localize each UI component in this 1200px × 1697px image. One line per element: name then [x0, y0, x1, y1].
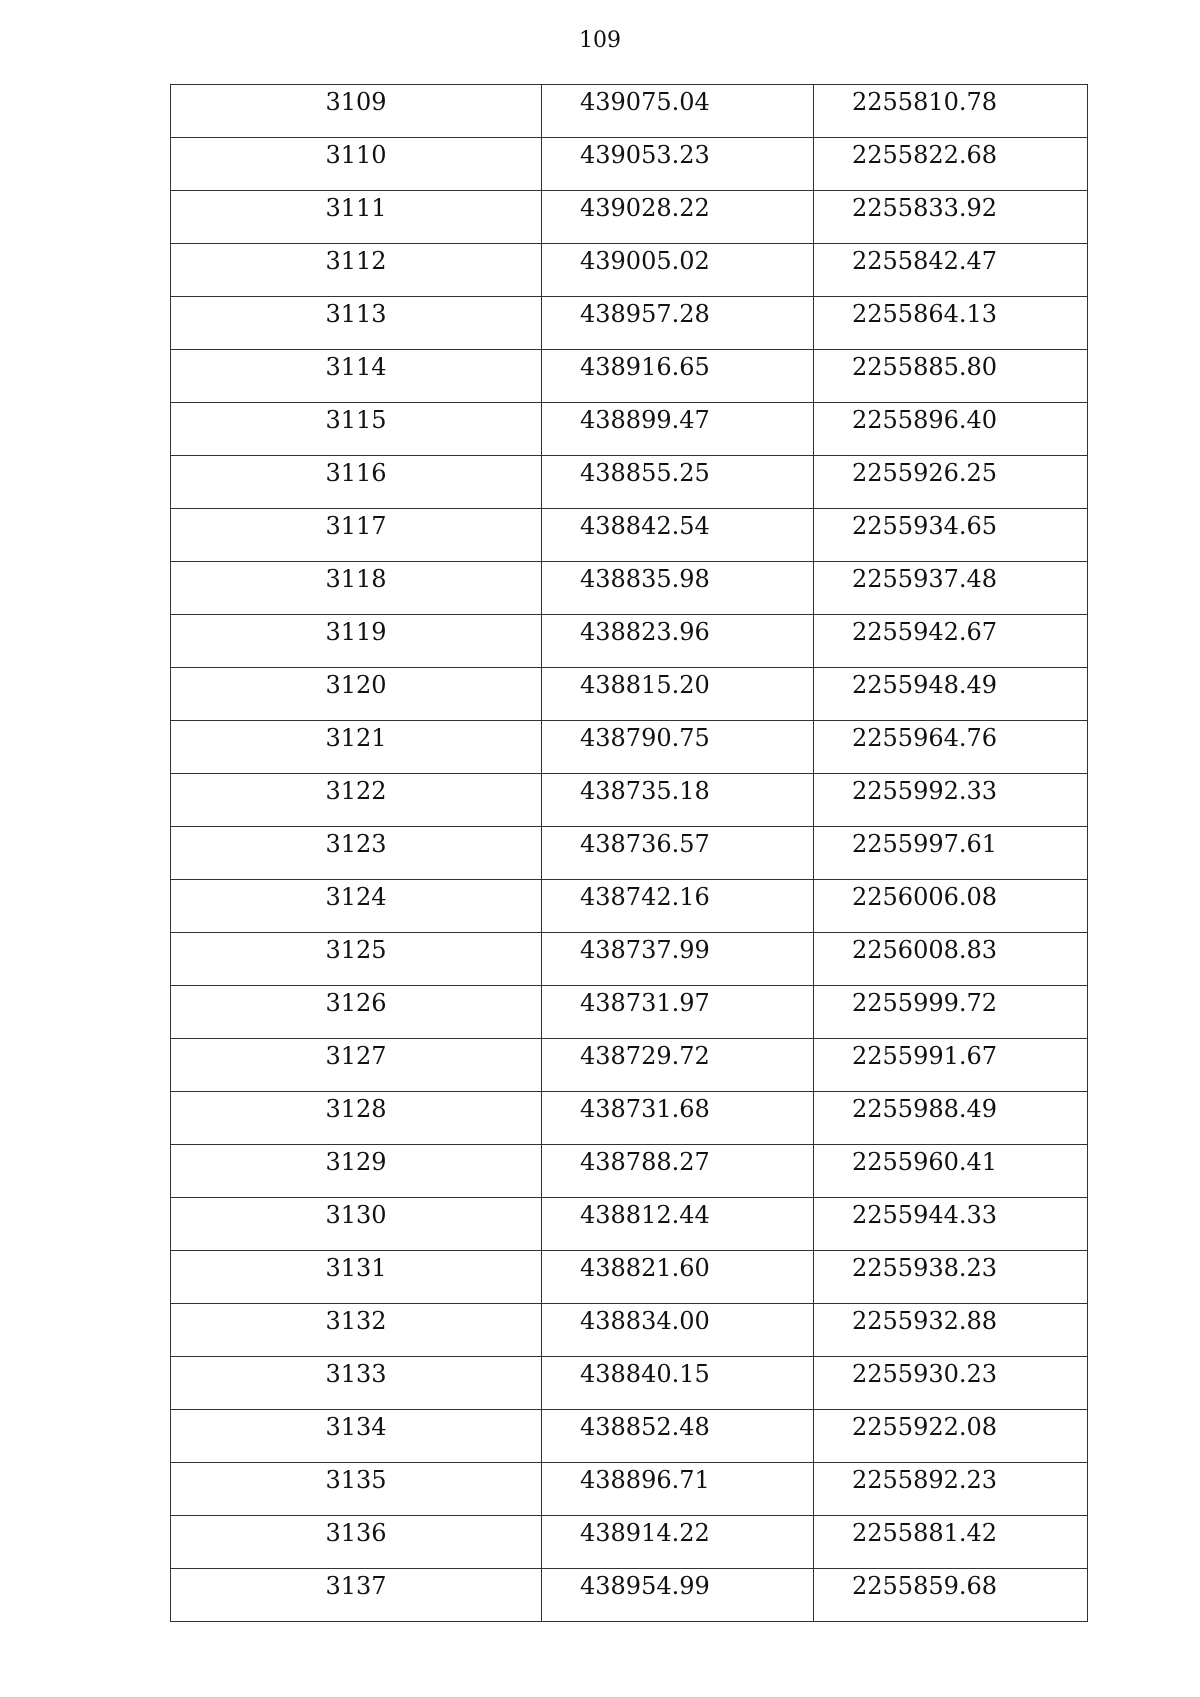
x-coordinate-cell: 438742.16: [542, 880, 814, 933]
x-coordinate-cell: 438821.60: [542, 1251, 814, 1304]
y-coordinate-cell: 2255842.47: [814, 244, 1088, 297]
x-coordinate-cell: 438735.18: [542, 774, 814, 827]
x-coordinate-cell: 438823.96: [542, 615, 814, 668]
point-id-cell: 3123: [171, 827, 542, 880]
y-coordinate-cell: 2255885.80: [814, 350, 1088, 403]
table-row: [171, 403, 1088, 456]
x-coordinate-cell: 438896.71: [542, 1463, 814, 1516]
x-coordinate-cell: 438815.20: [542, 668, 814, 721]
point-id-cell: 3121: [171, 721, 542, 774]
table-row: [171, 880, 1088, 933]
table-row: [171, 1039, 1088, 1092]
x-coordinate-cell: 438736.57: [542, 827, 814, 880]
y-coordinate-cell: 2255944.33: [814, 1198, 1088, 1251]
table-row: [171, 191, 1088, 244]
page-number: 109: [579, 28, 621, 53]
table-row: [171, 509, 1088, 562]
x-coordinate-cell: 438835.98: [542, 562, 814, 615]
point-id-cell: 3127: [171, 1039, 542, 1092]
table-body: [171, 85, 1088, 1622]
point-id-cell: 3118: [171, 562, 542, 615]
y-coordinate-cell: 2255833.92: [814, 191, 1088, 244]
point-id-cell: 3115: [171, 403, 542, 456]
point-id-cell: 3113: [171, 297, 542, 350]
point-id-cell: 3137: [171, 1569, 542, 1622]
table-row: [171, 1092, 1088, 1145]
x-coordinate-cell: 438812.44: [542, 1198, 814, 1251]
point-id-cell: 3129: [171, 1145, 542, 1198]
y-coordinate-cell: 2255991.67: [814, 1039, 1088, 1092]
y-coordinate-cell: 2255942.67: [814, 615, 1088, 668]
x-coordinate-cell: 438954.99: [542, 1569, 814, 1622]
point-id-cell: 3119: [171, 615, 542, 668]
point-id-cell: 3116: [171, 456, 542, 509]
point-id-cell: 3130: [171, 1198, 542, 1251]
y-coordinate-cell: 2256008.83: [814, 933, 1088, 986]
x-coordinate-cell: 439053.23: [542, 138, 814, 191]
table-row: [171, 562, 1088, 615]
x-coordinate-cell: 438855.25: [542, 456, 814, 509]
point-id-cell: 3110: [171, 138, 542, 191]
y-coordinate-cell: 2255864.13: [814, 297, 1088, 350]
x-coordinate-cell: 438840.15: [542, 1357, 814, 1410]
y-coordinate-cell: 2255997.61: [814, 827, 1088, 880]
y-coordinate-cell: 2255810.78: [814, 85, 1088, 138]
y-coordinate-cell: 2255960.41: [814, 1145, 1088, 1198]
y-coordinate-cell: 2255964.76: [814, 721, 1088, 774]
x-coordinate-cell: 438899.47: [542, 403, 814, 456]
table-row: [171, 1251, 1088, 1304]
y-coordinate-cell: 2255892.23: [814, 1463, 1088, 1516]
y-coordinate-cell: 2255938.23: [814, 1251, 1088, 1304]
point-id-cell: 3122: [171, 774, 542, 827]
y-coordinate-cell: 2255999.72: [814, 986, 1088, 1039]
point-id-cell: 3125: [171, 933, 542, 986]
coordinates-table: [170, 84, 1088, 1622]
y-coordinate-cell: 2255926.25: [814, 456, 1088, 509]
table-row: [171, 1516, 1088, 1569]
point-id-cell: 3132: [171, 1304, 542, 1357]
x-coordinate-cell: 438914.22: [542, 1516, 814, 1569]
point-id-cell: 3112: [171, 244, 542, 297]
y-coordinate-cell: 2255930.23: [814, 1357, 1088, 1410]
x-coordinate-cell: 439005.02: [542, 244, 814, 297]
y-coordinate-cell: 2255934.65: [814, 509, 1088, 562]
x-coordinate-cell: 438729.72: [542, 1039, 814, 1092]
x-coordinate-cell: 438916.65: [542, 350, 814, 403]
table-row: [171, 244, 1088, 297]
table-row: [171, 986, 1088, 1039]
y-coordinate-cell: 2255822.68: [814, 138, 1088, 191]
table-row: [171, 1410, 1088, 1463]
point-id-cell: 3120: [171, 668, 542, 721]
y-coordinate-cell: 2255922.08: [814, 1410, 1088, 1463]
point-id-cell: 3131: [171, 1251, 542, 1304]
x-coordinate-cell: 438852.48: [542, 1410, 814, 1463]
y-coordinate-cell: 2255896.40: [814, 403, 1088, 456]
table-row: [171, 350, 1088, 403]
table-row: [171, 297, 1088, 350]
point-id-cell: 3114: [171, 350, 542, 403]
table-row: [171, 668, 1088, 721]
table-row: [171, 456, 1088, 509]
table-row: [171, 1357, 1088, 1410]
point-id-cell: 3128: [171, 1092, 542, 1145]
table-row: [171, 138, 1088, 191]
point-id-cell: 3135: [171, 1463, 542, 1516]
point-id-cell: 3136: [171, 1516, 542, 1569]
x-coordinate-cell: 438790.75: [542, 721, 814, 774]
table-row: [171, 774, 1088, 827]
table-row: [171, 1198, 1088, 1251]
y-coordinate-cell: 2255988.49: [814, 1092, 1088, 1145]
table-row: [171, 1145, 1088, 1198]
x-coordinate-cell: 439075.04: [542, 85, 814, 138]
x-coordinate-cell: 438731.97: [542, 986, 814, 1039]
x-coordinate-cell: 438731.68: [542, 1092, 814, 1145]
y-coordinate-cell: 2255937.48: [814, 562, 1088, 615]
y-coordinate-cell: 2255881.42: [814, 1516, 1088, 1569]
x-coordinate-cell: 438788.27: [542, 1145, 814, 1198]
table-row: [171, 933, 1088, 986]
table-row: [171, 1569, 1088, 1622]
x-coordinate-cell: 438957.28: [542, 297, 814, 350]
point-id-cell: 3117: [171, 509, 542, 562]
table-row: [171, 1463, 1088, 1516]
table-row: [171, 1304, 1088, 1357]
point-id-cell: 3109: [171, 85, 542, 138]
y-coordinate-cell: 2255932.88: [814, 1304, 1088, 1357]
table-row: [171, 615, 1088, 668]
table-row: [171, 721, 1088, 774]
x-coordinate-cell: 438842.54: [542, 509, 814, 562]
point-id-cell: 3124: [171, 880, 542, 933]
point-id-cell: 3133: [171, 1357, 542, 1410]
point-id-cell: 3126: [171, 986, 542, 1039]
table-row: [171, 85, 1088, 138]
y-coordinate-cell: 2255859.68: [814, 1569, 1088, 1622]
y-coordinate-cell: 2255992.33: [814, 774, 1088, 827]
point-id-cell: 3134: [171, 1410, 542, 1463]
y-coordinate-cell: 2256006.08: [814, 880, 1088, 933]
y-coordinate-cell: 2255948.49: [814, 668, 1088, 721]
x-coordinate-cell: 438737.99: [542, 933, 814, 986]
point-id-cell: 3111: [171, 191, 542, 244]
x-coordinate-cell: 439028.22: [542, 191, 814, 244]
x-coordinate-cell: 438834.00: [542, 1304, 814, 1357]
table-row: [171, 827, 1088, 880]
